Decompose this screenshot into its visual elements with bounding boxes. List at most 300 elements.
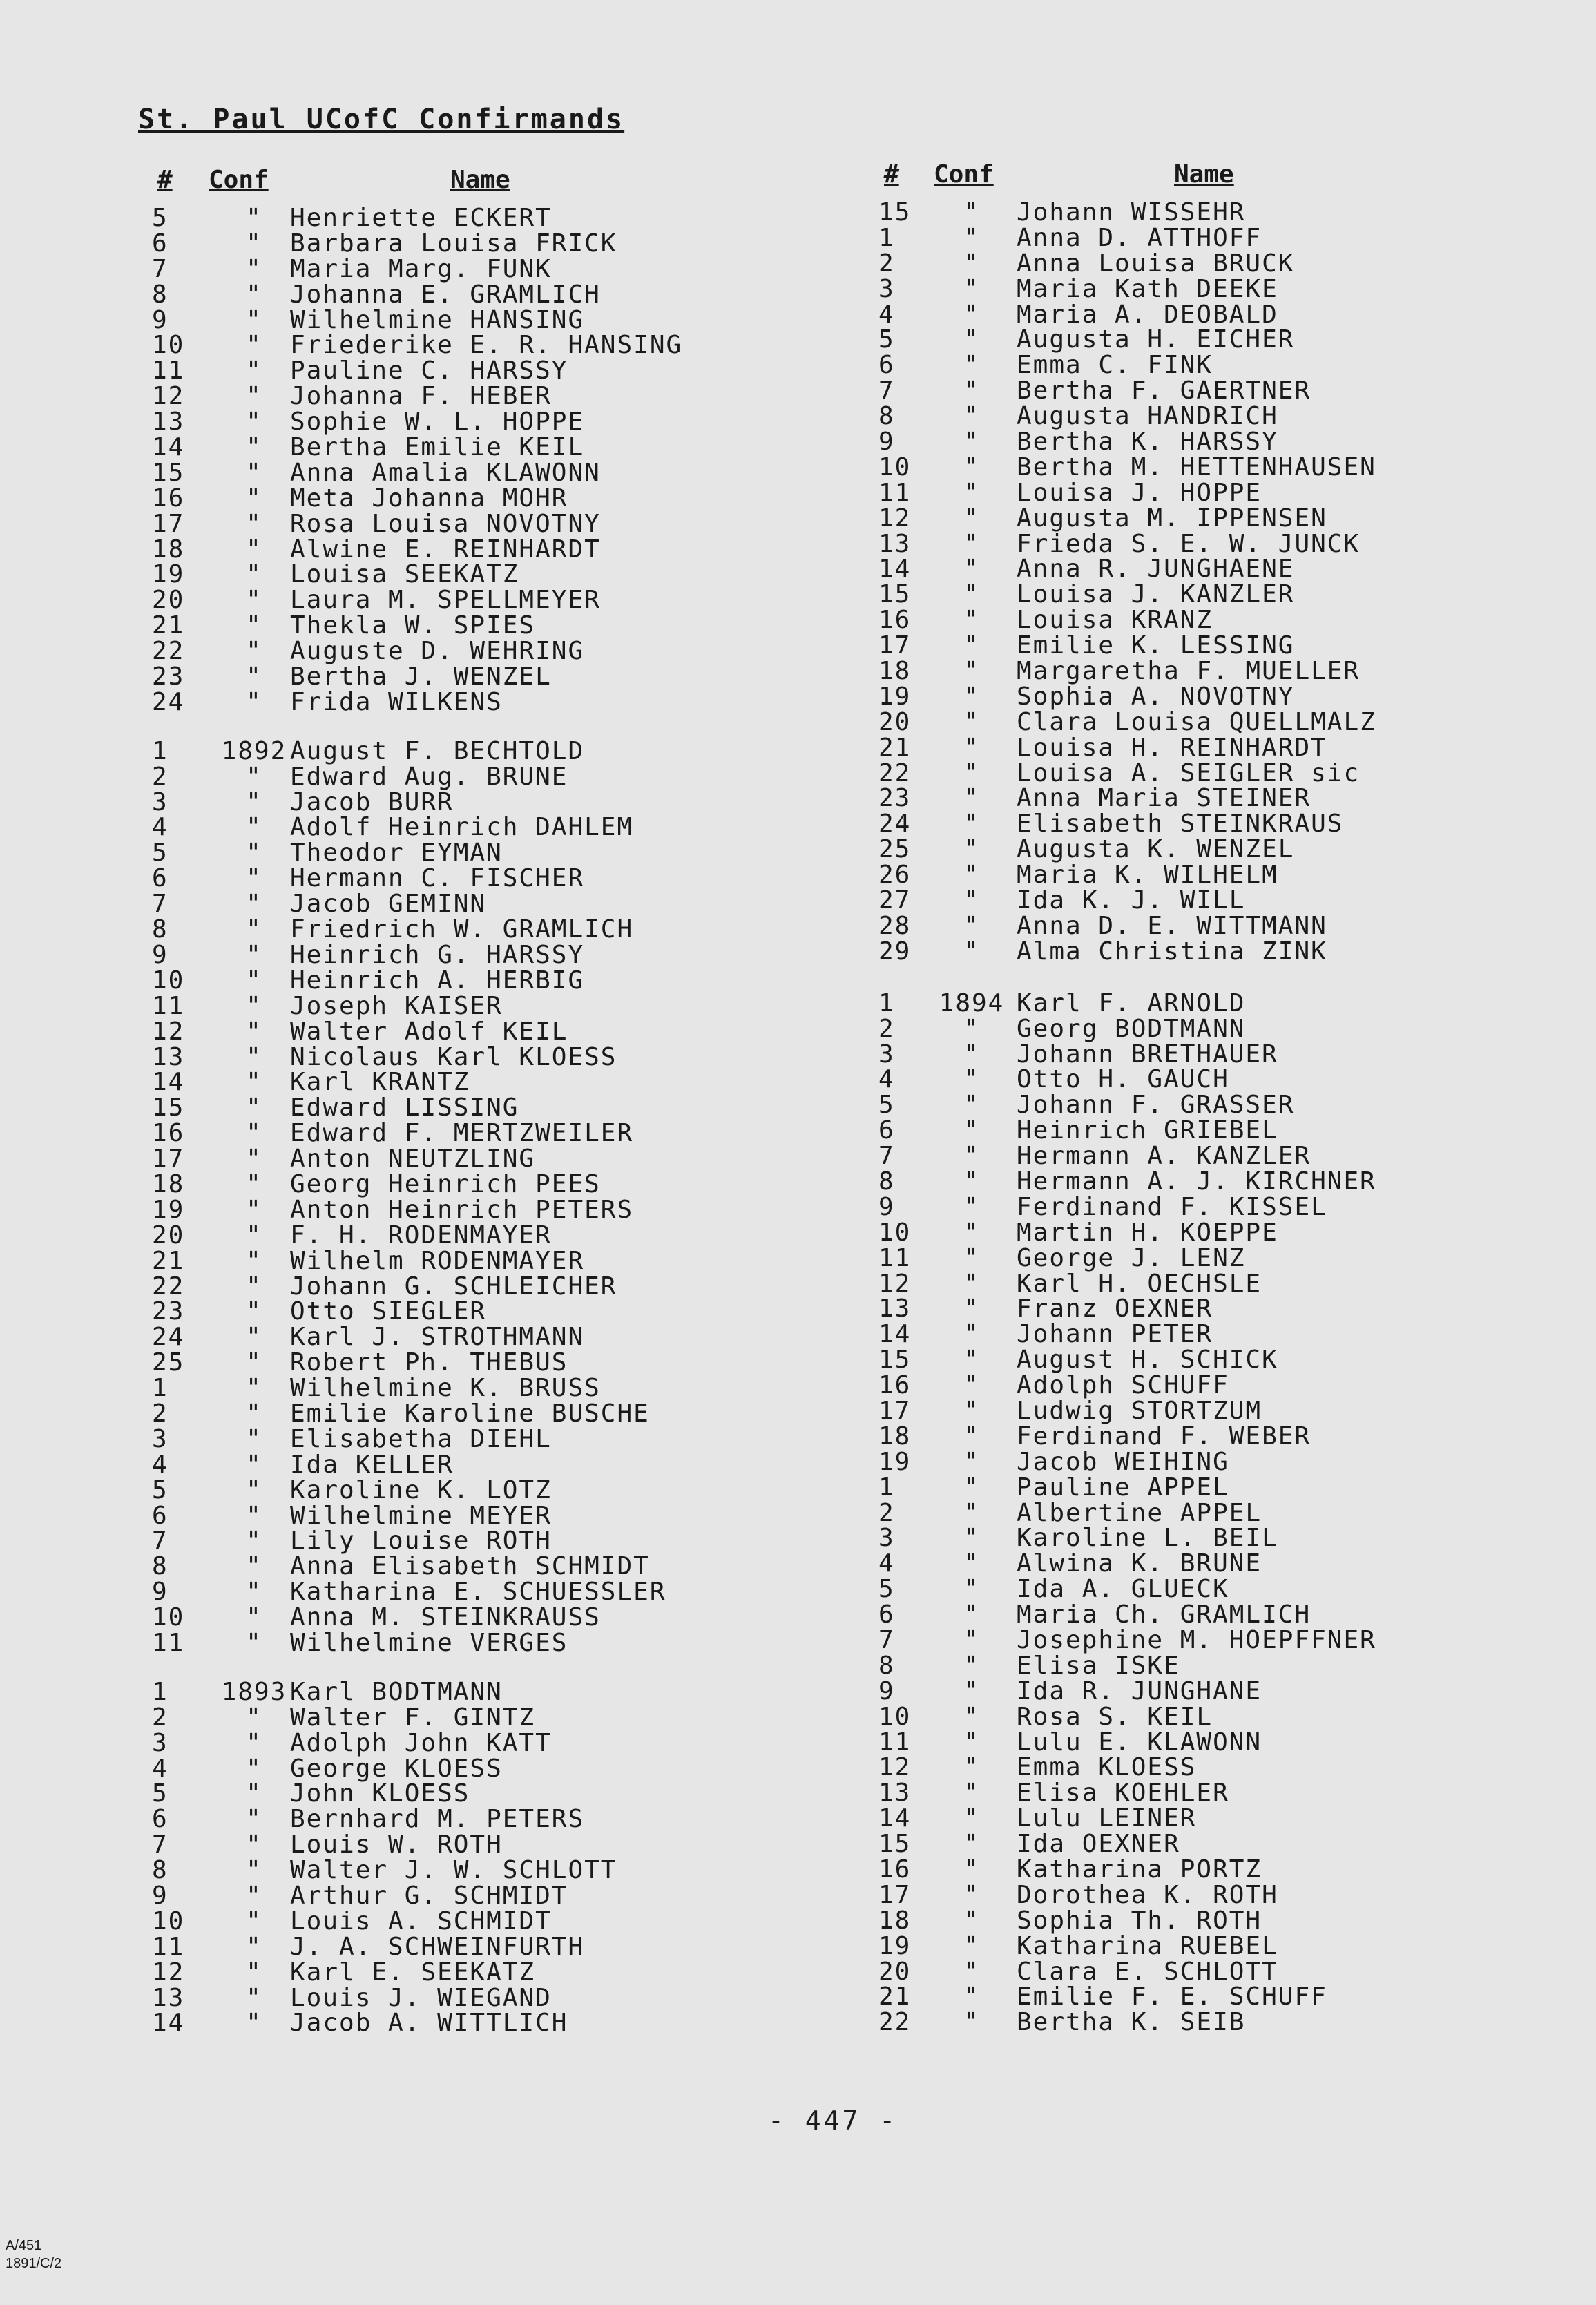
confirmand-name: Emma C. FINK: [1017, 351, 1213, 380]
entry-number: 12: [878, 1753, 912, 1782]
confirmand-name: Emma KLOESS: [1017, 1753, 1197, 1782]
entry-number: 1: [878, 223, 895, 252]
confirmand-name: Barbara Louisa FRICK: [290, 229, 617, 258]
entry-number: 18: [152, 535, 185, 564]
conf-year: ": [963, 300, 980, 329]
conf-year: ": [246, 1246, 262, 1275]
conf-year: ": [246, 1221, 262, 1250]
conf-year: ": [963, 911, 980, 940]
conf-year: ": [246, 458, 262, 487]
conf-year: ": [963, 1957, 980, 1986]
confirmand-name: Johanna E. GRAMLICH: [290, 280, 601, 309]
entry-number: 15: [878, 1830, 912, 1859]
entry-number: 11: [152, 1932, 185, 1961]
confirmand-name: Lulu E. KLAWONN: [1017, 1728, 1262, 1757]
confirmand-name: Anna D. ATTHOFF: [1017, 223, 1262, 252]
entry-number: 10: [878, 1218, 912, 1247]
entry-number: 17: [878, 1396, 912, 1425]
confirmand-name: Ida R. JUNGHANE: [1017, 1676, 1262, 1705]
confirmand-name: Louis J. WIEGAND: [290, 1983, 552, 2012]
conf-year: ": [246, 433, 262, 462]
entry-number: 4: [878, 1065, 895, 1094]
conf-year: ": [963, 1065, 980, 1094]
entry-number: 14: [878, 1320, 912, 1349]
conf-year: ": [246, 484, 262, 513]
confirmand-name: Wilhelmine HANSING: [290, 305, 585, 334]
entry-number: 22: [878, 758, 912, 787]
conf-year: ": [246, 1958, 262, 1987]
confirmand-name: Jacob BURR: [290, 787, 454, 816]
confirmand-name: Friedrich W. GRAMLICH: [290, 915, 634, 944]
entry-number: 2: [152, 762, 169, 791]
entry-number: 6: [152, 1805, 169, 1834]
conf-year: ": [246, 1323, 262, 1352]
entry-number: 5: [152, 839, 169, 868]
entry-number: 7: [878, 1625, 895, 1654]
entry-number: 6: [878, 351, 895, 380]
confirmand-name: Alma Christina ZINK: [1017, 937, 1327, 966]
conf-year: ": [963, 1346, 980, 1375]
entry-number: 13: [878, 1779, 912, 1808]
confirmand-name: Walter F. GINTZ: [290, 1703, 536, 1732]
conf-year: ": [963, 1830, 980, 1859]
conf-year: ": [246, 560, 262, 589]
conf-year: ": [963, 1447, 980, 1476]
conf-year: ": [963, 1473, 980, 1502]
entry-number: 23: [152, 662, 185, 691]
entry-number: 15: [878, 1346, 912, 1375]
entry-number: 7: [152, 890, 169, 919]
confirmand-name: Ferdinand F. WEBER: [1017, 1422, 1311, 1451]
entry-number: 18: [152, 1169, 185, 1198]
entry-number: 27: [878, 886, 912, 915]
entry-number: 23: [152, 1297, 185, 1326]
confirmand-name: Maria K. WILHELM: [1017, 861, 1278, 890]
confirmand-name: Lulu LEINER: [1017, 1804, 1197, 1833]
confirmand-name: Karl KRANTZ: [290, 1068, 470, 1097]
conf-year: ": [963, 1218, 980, 1247]
confirmand-name: George J. LENZ: [1017, 1243, 1246, 1272]
entry-number: 10: [152, 1906, 185, 1935]
conf-year: ": [246, 1042, 262, 1071]
entry-number: 20: [878, 1957, 912, 1986]
reference-code: [6, 2237, 61, 2273]
conf-year: ": [246, 509, 262, 538]
confirmand-name: Bertha K. HARSSY: [1017, 428, 1278, 457]
conf-year: ": [246, 1527, 262, 1556]
confirmand-name: Louisa SEEKATZ: [290, 560, 519, 589]
entry-number: 9: [152, 305, 169, 334]
conf-year: ": [246, 991, 262, 1020]
conf-year: ": [246, 762, 262, 791]
conf-year: ": [963, 733, 980, 762]
confirmand-name: Otto H. GAUCH: [1017, 1065, 1229, 1094]
conf-year: ": [246, 611, 262, 640]
entry-number: 12: [152, 382, 185, 411]
confirmand-name: Karoline L. BEIL: [1017, 1524, 1278, 1553]
entry-number: 19: [878, 682, 912, 711]
entry-number: 16: [878, 1855, 912, 1884]
entry-number: 6: [152, 229, 169, 258]
entry-number: 6: [878, 1600, 895, 1629]
confirmand-name: Hermann A. KANZLER: [1017, 1142, 1311, 1171]
confirmand-name: Johanna F. HEBER: [290, 382, 552, 411]
entry-number: 14: [152, 433, 185, 462]
conf-year: ": [963, 529, 980, 558]
confirmand-name: Robert Ph. THEBUS: [290, 1348, 568, 1377]
conf-year: ": [246, 662, 262, 691]
entry-number: 24: [152, 1323, 185, 1352]
entry-number: 8: [152, 1856, 169, 1885]
entry-number: 25: [878, 835, 912, 864]
confirmand-name: Ida A. GLUECK: [1017, 1575, 1229, 1604]
entry-number: 16: [878, 1371, 912, 1400]
conf-year: ": [963, 1880, 980, 1909]
confirmand-name: Georg Heinrich PEES: [290, 1169, 601, 1198]
entry-number: 8: [878, 1651, 895, 1680]
conf-year: ": [246, 535, 262, 564]
confirmand-name: Lily Louise ROTH: [290, 1527, 552, 1556]
confirmand-name: Georg BODTMANN: [1017, 1014, 1246, 1043]
conf-year: ": [963, 1116, 980, 1145]
entry-number: 20: [878, 707, 912, 736]
conf-year: ": [246, 1195, 262, 1224]
entry-number: 13: [878, 1294, 912, 1323]
entry-number: 3: [152, 787, 169, 816]
confirmand-name: Karl BODTMANN: [290, 1677, 503, 1706]
conf-year: ": [246, 813, 262, 842]
entry-number: 8: [152, 280, 169, 309]
conf-year: ": [963, 1396, 980, 1425]
entry-number: 2: [152, 1399, 169, 1428]
entry-number: 6: [152, 864, 169, 893]
conf-year: ": [246, 229, 262, 258]
page-number: - 447 -: [768, 2105, 898, 2136]
confirmand-name: Wilhelmine K. BRUSS: [290, 1374, 601, 1403]
confirmand-name: Anna D. E. WITTMANN: [1017, 911, 1327, 940]
conf-year: ": [246, 1805, 262, 1834]
conf-year: ": [246, 1578, 262, 1607]
page-title: St. Paul UCofC Confirmands: [138, 104, 625, 135]
confirmand-name: Wilhelmine VERGES: [290, 1628, 568, 1657]
entry-number: 1: [878, 988, 895, 1017]
conf-year: ": [963, 631, 980, 660]
entry-number: 4: [152, 1450, 169, 1479]
conf-year: ": [963, 504, 980, 533]
header-conf: Conf: [209, 166, 269, 194]
conf-year: ": [246, 1830, 262, 1859]
header-name: Name: [450, 166, 510, 194]
confirmand-name: Emilie K. LESSING: [1017, 631, 1295, 660]
conf-year: ": [963, 223, 980, 252]
entry-number: 9: [152, 1578, 169, 1607]
confirmand-name: Bertha M. HETTENHAUSEN: [1017, 452, 1376, 481]
conf-year: ": [246, 586, 262, 615]
entry-number: 22: [152, 637, 185, 666]
entry-number: 16: [878, 606, 912, 635]
conf-year: ": [246, 331, 262, 360]
entry-number: 14: [152, 1068, 185, 1097]
confirmand-name: Alwine E. REINHARDT: [290, 535, 601, 564]
confirmand-name: Augusta HANDRICH: [1017, 402, 1278, 431]
conf-year: ": [963, 1625, 980, 1654]
confirmand-name: Anton Heinrich PETERS: [290, 1195, 634, 1224]
entry-number: 29: [878, 937, 912, 966]
confirmand-name: Nicolaus Karl KLOESS: [290, 1042, 617, 1071]
confirmand-name: Maria Ch. GRAMLICH: [1017, 1600, 1311, 1629]
entry-number: 17: [878, 631, 912, 660]
conf-year: ": [963, 376, 980, 405]
conf-year: ": [246, 305, 262, 334]
conf-year: ": [963, 1575, 980, 1604]
entry-number: 8: [152, 915, 169, 944]
entry-number: 1: [152, 736, 169, 765]
entry-number: 17: [152, 509, 185, 538]
entry-number: 24: [152, 687, 185, 716]
entry-number: 10: [152, 331, 185, 360]
conf-year: ": [963, 1702, 980, 1731]
confirmand-name: Edward F. MERTZWEILER: [290, 1119, 634, 1148]
entry-number: 1: [152, 1677, 169, 1706]
conf-year: ": [963, 1549, 980, 1578]
entry-number: 9: [152, 1882, 169, 1910]
confirmand-name: August H. SCHICK: [1017, 1346, 1278, 1375]
conf-year: ": [963, 555, 980, 584]
confirmand-name: Bernhard M. PETERS: [290, 1805, 585, 1834]
confirmand-name: Heinrich G. HARSSY: [290, 940, 585, 969]
conf-year: ": [963, 1906, 980, 1935]
confirmand-name: Frida WILKENS: [290, 687, 503, 716]
conf-year: ": [963, 1142, 980, 1171]
conf-year: ": [963, 886, 980, 915]
confirmand-name: Hermann C. FISCHER: [290, 864, 585, 893]
conf-year: ": [963, 351, 980, 380]
conf-year: ": [246, 1348, 262, 1377]
conf-year: ": [246, 839, 262, 868]
entry-number: 13: [152, 1042, 185, 1071]
header-conf: Conf: [934, 160, 994, 189]
entry-number: 7: [878, 376, 895, 405]
conf-year: ": [246, 1374, 262, 1403]
confirmand-name: Pauline C. HARSSY: [290, 356, 568, 385]
confirmand-name: Margaretha F. MUELLER: [1017, 657, 1361, 686]
entry-number: 6: [152, 1501, 169, 1530]
conf-year: ": [963, 1040, 980, 1069]
conf-year: ": [963, 1014, 980, 1043]
conf-year: ": [963, 1524, 980, 1553]
entry-number: 3: [878, 1524, 895, 1553]
conf-year: ": [963, 1728, 980, 1757]
conf-year: ": [246, 1703, 262, 1732]
entry-number: 15: [152, 458, 185, 487]
entry-number: 2: [878, 1014, 895, 1043]
conf-year: ": [963, 1243, 980, 1272]
confirmand-name: Adolf Heinrich DAHLEM: [290, 813, 634, 842]
conf-year: ": [246, 1119, 262, 1148]
entry-number: 19: [152, 1195, 185, 1224]
conf-year: ": [963, 1091, 980, 1120]
conf-year: ": [246, 787, 262, 816]
conf-year: ": [246, 382, 262, 411]
confirmand-name: Adolph SCHUFF: [1017, 1371, 1229, 1400]
conf-year: ": [963, 707, 980, 736]
confirmand-name: Elisabetha DIEHL: [290, 1424, 552, 1453]
entry-number: 3: [878, 274, 895, 303]
entry-number: 4: [878, 1549, 895, 1578]
entry-number: 10: [878, 1702, 912, 1731]
confirmand-name: Auguste D. WEHRING: [290, 637, 585, 666]
entry-number: 7: [152, 254, 169, 283]
entry-number: 1: [878, 1473, 895, 1502]
header-name: Name: [1174, 160, 1234, 189]
confirmand-name: Thekla W. SPIES: [290, 611, 536, 640]
conf-year: ": [246, 637, 262, 666]
conf-year: ": [963, 580, 980, 609]
conf-year: ": [246, 280, 262, 309]
conf-year: ": [963, 1779, 980, 1808]
conf-year: ": [246, 1906, 262, 1935]
conf-year: ": [246, 864, 262, 893]
confirmand-name: Edward LISSING: [290, 1093, 519, 1122]
confirmand-name: Franz OEXNER: [1017, 1294, 1213, 1323]
confirmand-name: Sophia Th. ROTH: [1017, 1906, 1262, 1935]
conf-year: ": [246, 204, 262, 232]
conf-year: ": [963, 1320, 980, 1349]
conf-year: ": [963, 1855, 980, 1884]
entry-number: 11: [878, 478, 912, 507]
confirmand-name: John KLOESS: [290, 1779, 470, 1808]
entry-number: 18: [878, 657, 912, 686]
entry-number: 4: [152, 813, 169, 842]
confirmand-name: Anna M. STEINKRAUSS: [290, 1603, 601, 1632]
confirmand-name: Augusta H. EICHER: [1017, 325, 1295, 354]
entry-number: 9: [878, 1676, 895, 1705]
conf-year: ": [246, 356, 262, 385]
confirmand-name: Louis W. ROTH: [290, 1830, 503, 1859]
conf-year: ": [963, 1269, 980, 1298]
conf-year: ": [963, 478, 980, 507]
conf-year: ": [246, 1399, 262, 1428]
conf-year: ": [963, 274, 980, 303]
confirmand-name: Bertha F. GAERTNER: [1017, 376, 1311, 405]
conf-year: ": [963, 1294, 980, 1323]
entry-number: 19: [878, 1931, 912, 1960]
entry-number: 6: [878, 1116, 895, 1145]
confirmand-name: F. H. RODENMAYER: [290, 1221, 552, 1250]
confirmand-name: Louisa J. HOPPE: [1017, 478, 1262, 507]
confirmand-name: Ida K. J. WILL: [1017, 886, 1246, 915]
conf-year: ": [246, 1501, 262, 1530]
conf-year: ": [963, 1167, 980, 1196]
conf-year: ": [246, 408, 262, 437]
reference-line: A/451: [6, 2238, 42, 2253]
entry-number: 5: [878, 325, 895, 354]
confirmand-name: Rosa Louisa NOVOTNY: [290, 509, 601, 538]
conf-year: ": [246, 1272, 262, 1301]
conf-year: ": [963, 1422, 980, 1451]
conf-year: ": [246, 1093, 262, 1122]
confirmand-name: Karl H. OECHSLE: [1017, 1269, 1262, 1298]
confirmand-name: Emilie Karoline BUSCHE: [290, 1399, 650, 1428]
conf-year: ": [963, 428, 980, 457]
conf-year: ": [246, 1603, 262, 1632]
conf-year: ": [963, 325, 980, 354]
entry-number: 5: [152, 1475, 169, 1504]
entry-number: 5: [152, 1779, 169, 1808]
reference-line: 1891/C/2: [6, 2256, 62, 2271]
confirmand-name: Bertha J. WENZEL: [290, 662, 552, 691]
entry-number: 5: [152, 204, 169, 232]
entry-number: 14: [878, 555, 912, 584]
entry-number: 9: [152, 940, 169, 969]
confirmand-name: Edward Aug. BRUNE: [290, 762, 568, 791]
conf-year: ": [246, 1169, 262, 1198]
conf-year: ": [963, 1753, 980, 1782]
confirmand-name: Pauline APPEL: [1017, 1473, 1229, 1502]
conf-year: ": [246, 1754, 262, 1783]
confirmand-name: Theodor EYMAN: [290, 839, 503, 868]
conf-year: 1894: [939, 988, 1005, 1017]
conf-year: ": [963, 784, 980, 813]
entry-number: 21: [152, 1246, 185, 1275]
conf-year: 1893: [221, 1677, 287, 1706]
confirmand-name: Meta Johanna MOHR: [290, 484, 568, 513]
entry-number: 10: [152, 966, 185, 995]
confirmand-name: Maria A. DEOBALD: [1017, 300, 1278, 329]
conf-year: ": [963, 810, 980, 839]
confirmand-name: Johann BRETHAUER: [1017, 1040, 1278, 1069]
confirmand-name: Karl J. STROTHMANN: [290, 1323, 585, 1352]
conf-year: ": [246, 1475, 262, 1504]
conf-year: ": [963, 758, 980, 787]
entry-number: 11: [152, 991, 185, 1020]
entry-number: 12: [878, 1269, 912, 1298]
entry-number: 15: [878, 580, 912, 609]
entry-number: 20: [152, 586, 185, 615]
conf-year: ": [246, 1424, 262, 1453]
entry-number: 17: [152, 1145, 185, 1174]
entry-number: 4: [878, 300, 895, 329]
confirmand-name: Heinrich A. HERBIG: [290, 966, 585, 995]
confirmand-name: Johann WISSEHR: [1017, 198, 1246, 227]
entry-number: 19: [152, 560, 185, 589]
confirmand-name: Anna Louisa BRUCK: [1017, 249, 1295, 278]
confirmand-name: Louisa A. SEIGLER sic: [1017, 758, 1361, 787]
entry-number: 7: [152, 1830, 169, 1859]
entry-number: 11: [878, 1243, 912, 1272]
confirmand-name: Otto SIEGLER: [290, 1297, 487, 1326]
confirmand-name: Rosa S. KEIL: [1017, 1702, 1213, 1731]
confirmand-name: Louisa H. REINHARDT: [1017, 733, 1327, 762]
entry-number: 18: [878, 1422, 912, 1451]
entry-number: 14: [152, 2009, 185, 2038]
confirmand-name: Frieda S. E. W. JUNCK: [1017, 529, 1361, 558]
entry-number: 11: [152, 356, 185, 385]
conf-year: ": [963, 835, 980, 864]
confirmand-name: Emilie F. E. SCHUFF: [1017, 1982, 1327, 2011]
confirmand-name: Bertha Emilie KEIL: [290, 433, 585, 462]
confirmand-name: August F. BECHTOLD: [290, 736, 585, 765]
entry-number: 9: [878, 428, 895, 457]
confirmand-name: Friederike E. R. HANSING: [290, 331, 683, 360]
conf-year: 1892: [221, 736, 287, 765]
entry-number: 12: [878, 504, 912, 533]
conf-year: ": [246, 1856, 262, 1885]
entry-number: 19: [878, 1447, 912, 1476]
confirmand-name: Ludwig STORTZUM: [1017, 1396, 1262, 1425]
entry-number: 21: [152, 611, 185, 640]
conf-year: ": [963, 1498, 980, 1527]
